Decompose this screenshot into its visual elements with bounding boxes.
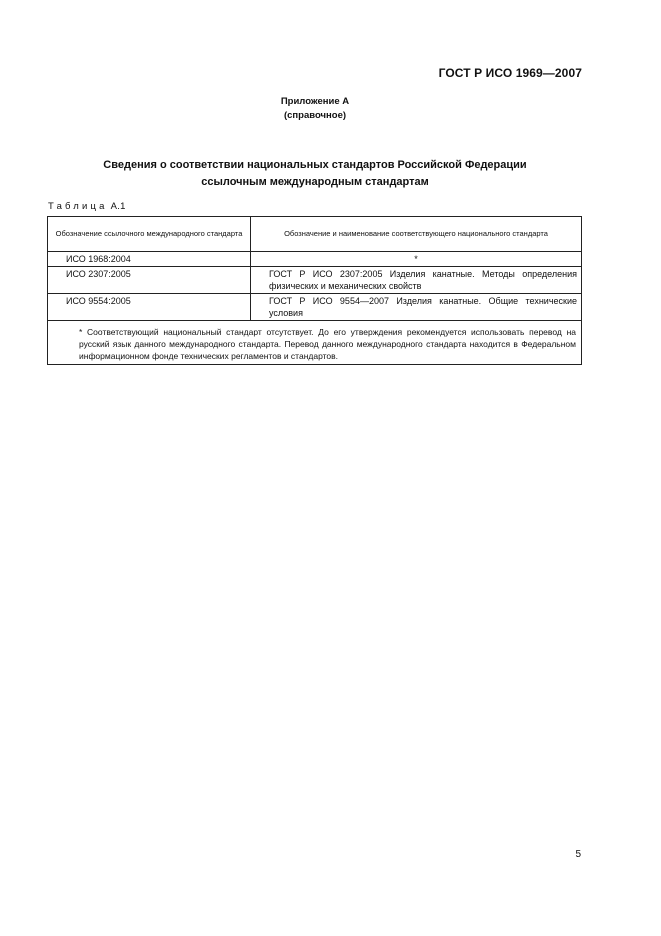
annex-title: Приложение А [280, 96, 350, 107]
section-title-line1: Сведения о соответствии национальных стандартов Российской Федерации [103, 159, 527, 171]
reference-standards-table [47, 216, 582, 365]
table-row [48, 252, 582, 267]
national-standard-text: ГОСТ Р ИСО 2307:2005 Изделия канатные. Методы определения физических и механических свойств [269, 269, 577, 291]
table-row [48, 267, 582, 294]
table-header-row [48, 217, 582, 252]
reference-standard-cell: ИСО 1968:2004 [48, 252, 251, 267]
column-header-reference: Обозначение ссылочного международного стандарта [48, 217, 251, 252]
annex-heading [0, 95, 630, 123]
table-footnote-cell [48, 321, 582, 365]
reference-standard-cell: ИСО 2307:2005 [48, 267, 251, 294]
column-header-national: Обозначение и наименование соответствующего национального стандарта [251, 217, 582, 252]
table-caption-number: А.1 [110, 201, 126, 212]
document-code: ГОСТ Р ИСО 1969—2007 [438, 66, 582, 80]
table-caption [48, 201, 126, 212]
section-title-line2: ссылочным международным стандартам [201, 176, 429, 188]
annex-subtitle: (справочное) [283, 110, 347, 121]
reference-standard-cell: ИСО 9554:2005 [48, 294, 251, 321]
national-standard-cell [251, 294, 582, 321]
table-footnote: * Соответствующий национальный стандарт отсутствует. До его утверждения рекомендуется использовать перевод на русский язык данного международного стандарта. Перевод данного международного стандарта находится в Федеральном информационном фонде технических регламентов и стандартов. [79, 327, 576, 361]
table-footnote-row [48, 321, 582, 365]
national-standard-cell [251, 267, 582, 294]
national-standard-text: ГОСТ Р ИСО 9554—2007 Изделия канатные. Общие технические условия [269, 296, 577, 318]
section-title [0, 157, 630, 191]
table-caption-word: Таблица [48, 201, 108, 212]
national-standard-cell: * [251, 252, 582, 267]
page-number: 5 [575, 849, 581, 860]
table-row [48, 294, 582, 321]
